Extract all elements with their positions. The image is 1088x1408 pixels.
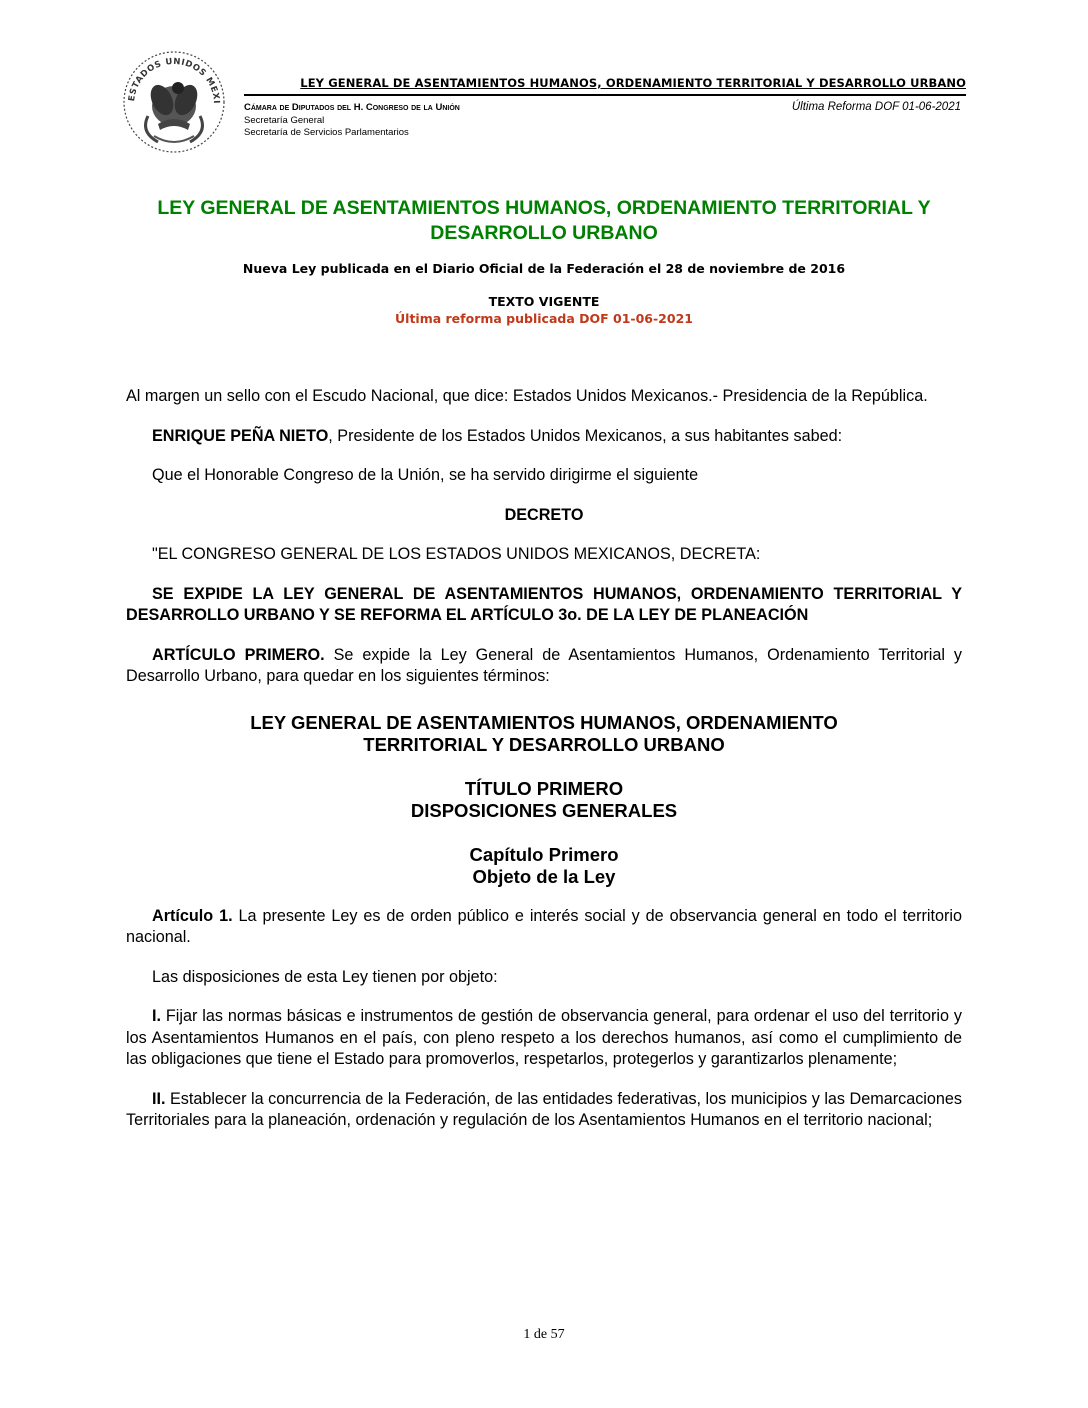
law-title-heading: LEY GENERAL DE ASENTAMIENTOS HUMANOS, ORDENAMIENTO TERRITORIAL Y DESARROLLO URBANO bbox=[250, 711, 838, 755]
capitulo-label: Capítulo Primero bbox=[469, 843, 619, 865]
decreto-heading bbox=[126, 505, 962, 527]
paragraph-objeto: Las disposiciones de esta Ley tienen por objeto: bbox=[152, 967, 498, 986]
national-seal-logo bbox=[118, 44, 230, 156]
paragraph-president bbox=[126, 426, 962, 448]
paragraph-decreta: "EL CONGRESO GENERAL DE LOS ESTADOS UNIDOS MEXICANOS, DECRETA: bbox=[152, 545, 761, 563]
titulo-name: DISPOSICIONES GENERALES bbox=[410, 799, 678, 821]
articulo-1-label: Artículo 1. bbox=[152, 906, 233, 925]
header-org-chamber: Cámara de Diputados del H. Congreso de la Unión bbox=[244, 102, 460, 113]
document-title: LEY GENERAL DE ASENTAMIENTOS HUMANOS, ORDENAMIENTO TERRITORIAL Y DESARROLLO URBANO bbox=[157, 197, 931, 244]
paragraph-seal: Al margen un sello con el Escudo Nacional, que dice: Estados Unidos Mexicanos.- Presidencia de la República. bbox=[126, 387, 928, 405]
paragraph-fraccion-i bbox=[126, 1006, 962, 1071]
capitulo-primero-heading bbox=[126, 844, 962, 888]
text-vigente-label: TEXTO VIGENTE bbox=[488, 294, 600, 309]
fraccion-i-label: I. bbox=[152, 1007, 161, 1025]
document-body bbox=[126, 386, 962, 1132]
articulo-1-text: La presente Ley es de orden público e interés social y de observancia general en todo el territorio nacional. bbox=[126, 906, 962, 946]
expide-text: SE EXPIDE LA LEY GENERAL DE ASENTAMIENTOS HUMANOS, ORDENAMIENTO TERRITORIAL Y DESARROLLO URBANO Y SE REFORMA EL ARTÍCULO 3o. DE LA LEY DE PLANEACIÓN bbox=[126, 584, 962, 624]
articulo-primero-label: ARTÍCULO PRIMERO. bbox=[152, 645, 325, 664]
fraccion-i-text: Fijar las normas básicas e instrumentos de gestión de observancia general, para ordenar el uso del territorio y los Asentamientos Humanos en el país, con pleno respeto a los derechos humanos, así como el cumplimiento de las obligaciones que tiene el Estado para promoverlos, respetarlos, protegerlos y garantizarlos plenamente; bbox=[126, 1007, 962, 1068]
articulo-primero-text: Se expide la Ley General de Asentamientos Humanos, Ordenamiento Territorial y Desarrollo Urbano, para quedar en los siguientes términos: bbox=[126, 645, 962, 685]
header-reform-date: Última Reforma DOF 01-06-2021 bbox=[791, 101, 961, 113]
president-name: ENRIQUE PEÑA NIETO bbox=[152, 426, 329, 445]
capitulo-name: Objeto de la Ley bbox=[472, 865, 616, 887]
paragraph-fraccion-ii bbox=[126, 1089, 962, 1132]
titulo-label: TÍTULO PRIMERO bbox=[464, 777, 624, 799]
paragraph-expide bbox=[126, 584, 962, 627]
paragraph-articulo-1 bbox=[126, 906, 962, 949]
page-number: 1 de 57 bbox=[523, 1327, 565, 1342]
text-status-block bbox=[126, 293, 962, 327]
fraccion-ii-text: Establecer la concurrencia de la Federación, de las entidades federativas, los municipios y las Demarcaciones Territoriales para la planeación, ordenación y regulación de los Asentamientos Humanos en el territorio nacional; bbox=[126, 1089, 962, 1129]
publication-note: Nueva Ley publicada en el Diario Oficial de la Federación el 28 de noviembre de 2016 bbox=[242, 261, 846, 276]
paragraph-president-text: , Presidente de los Estados Unidos Mexicanos, a sus habitantes sabed: bbox=[328, 426, 843, 445]
fraccion-ii-label: II. bbox=[152, 1089, 166, 1108]
last-reform-note: Última reforma publicada DOF 01-06-2021 bbox=[395, 311, 693, 326]
header-law-title: LEY GENERAL DE ASENTAMIENTOS HUMANOS, ORDENAMIENTO TERRITORIAL Y DESARROLLO URBANO bbox=[300, 76, 966, 90]
svg-text:ESTADOS UNIDOS MEXICANOS: ESTADOS UNIDOS MEXI bbox=[127, 56, 222, 105]
header-organization bbox=[244, 102, 460, 140]
paragraph-congress: Que el Honorable Congreso de la Unión, se ha servido dirigirme el siguiente bbox=[152, 466, 699, 484]
paragraph-articulo-primero bbox=[126, 645, 962, 688]
header-org-secretariat: Secretaría General bbox=[244, 114, 325, 126]
header-org-services: Secretaría de Servicios Parlamentarios bbox=[244, 127, 409, 138]
titulo-primero-heading bbox=[126, 778, 962, 822]
decreto-label: DECRETO bbox=[504, 505, 584, 524]
header-divider bbox=[244, 94, 966, 96]
